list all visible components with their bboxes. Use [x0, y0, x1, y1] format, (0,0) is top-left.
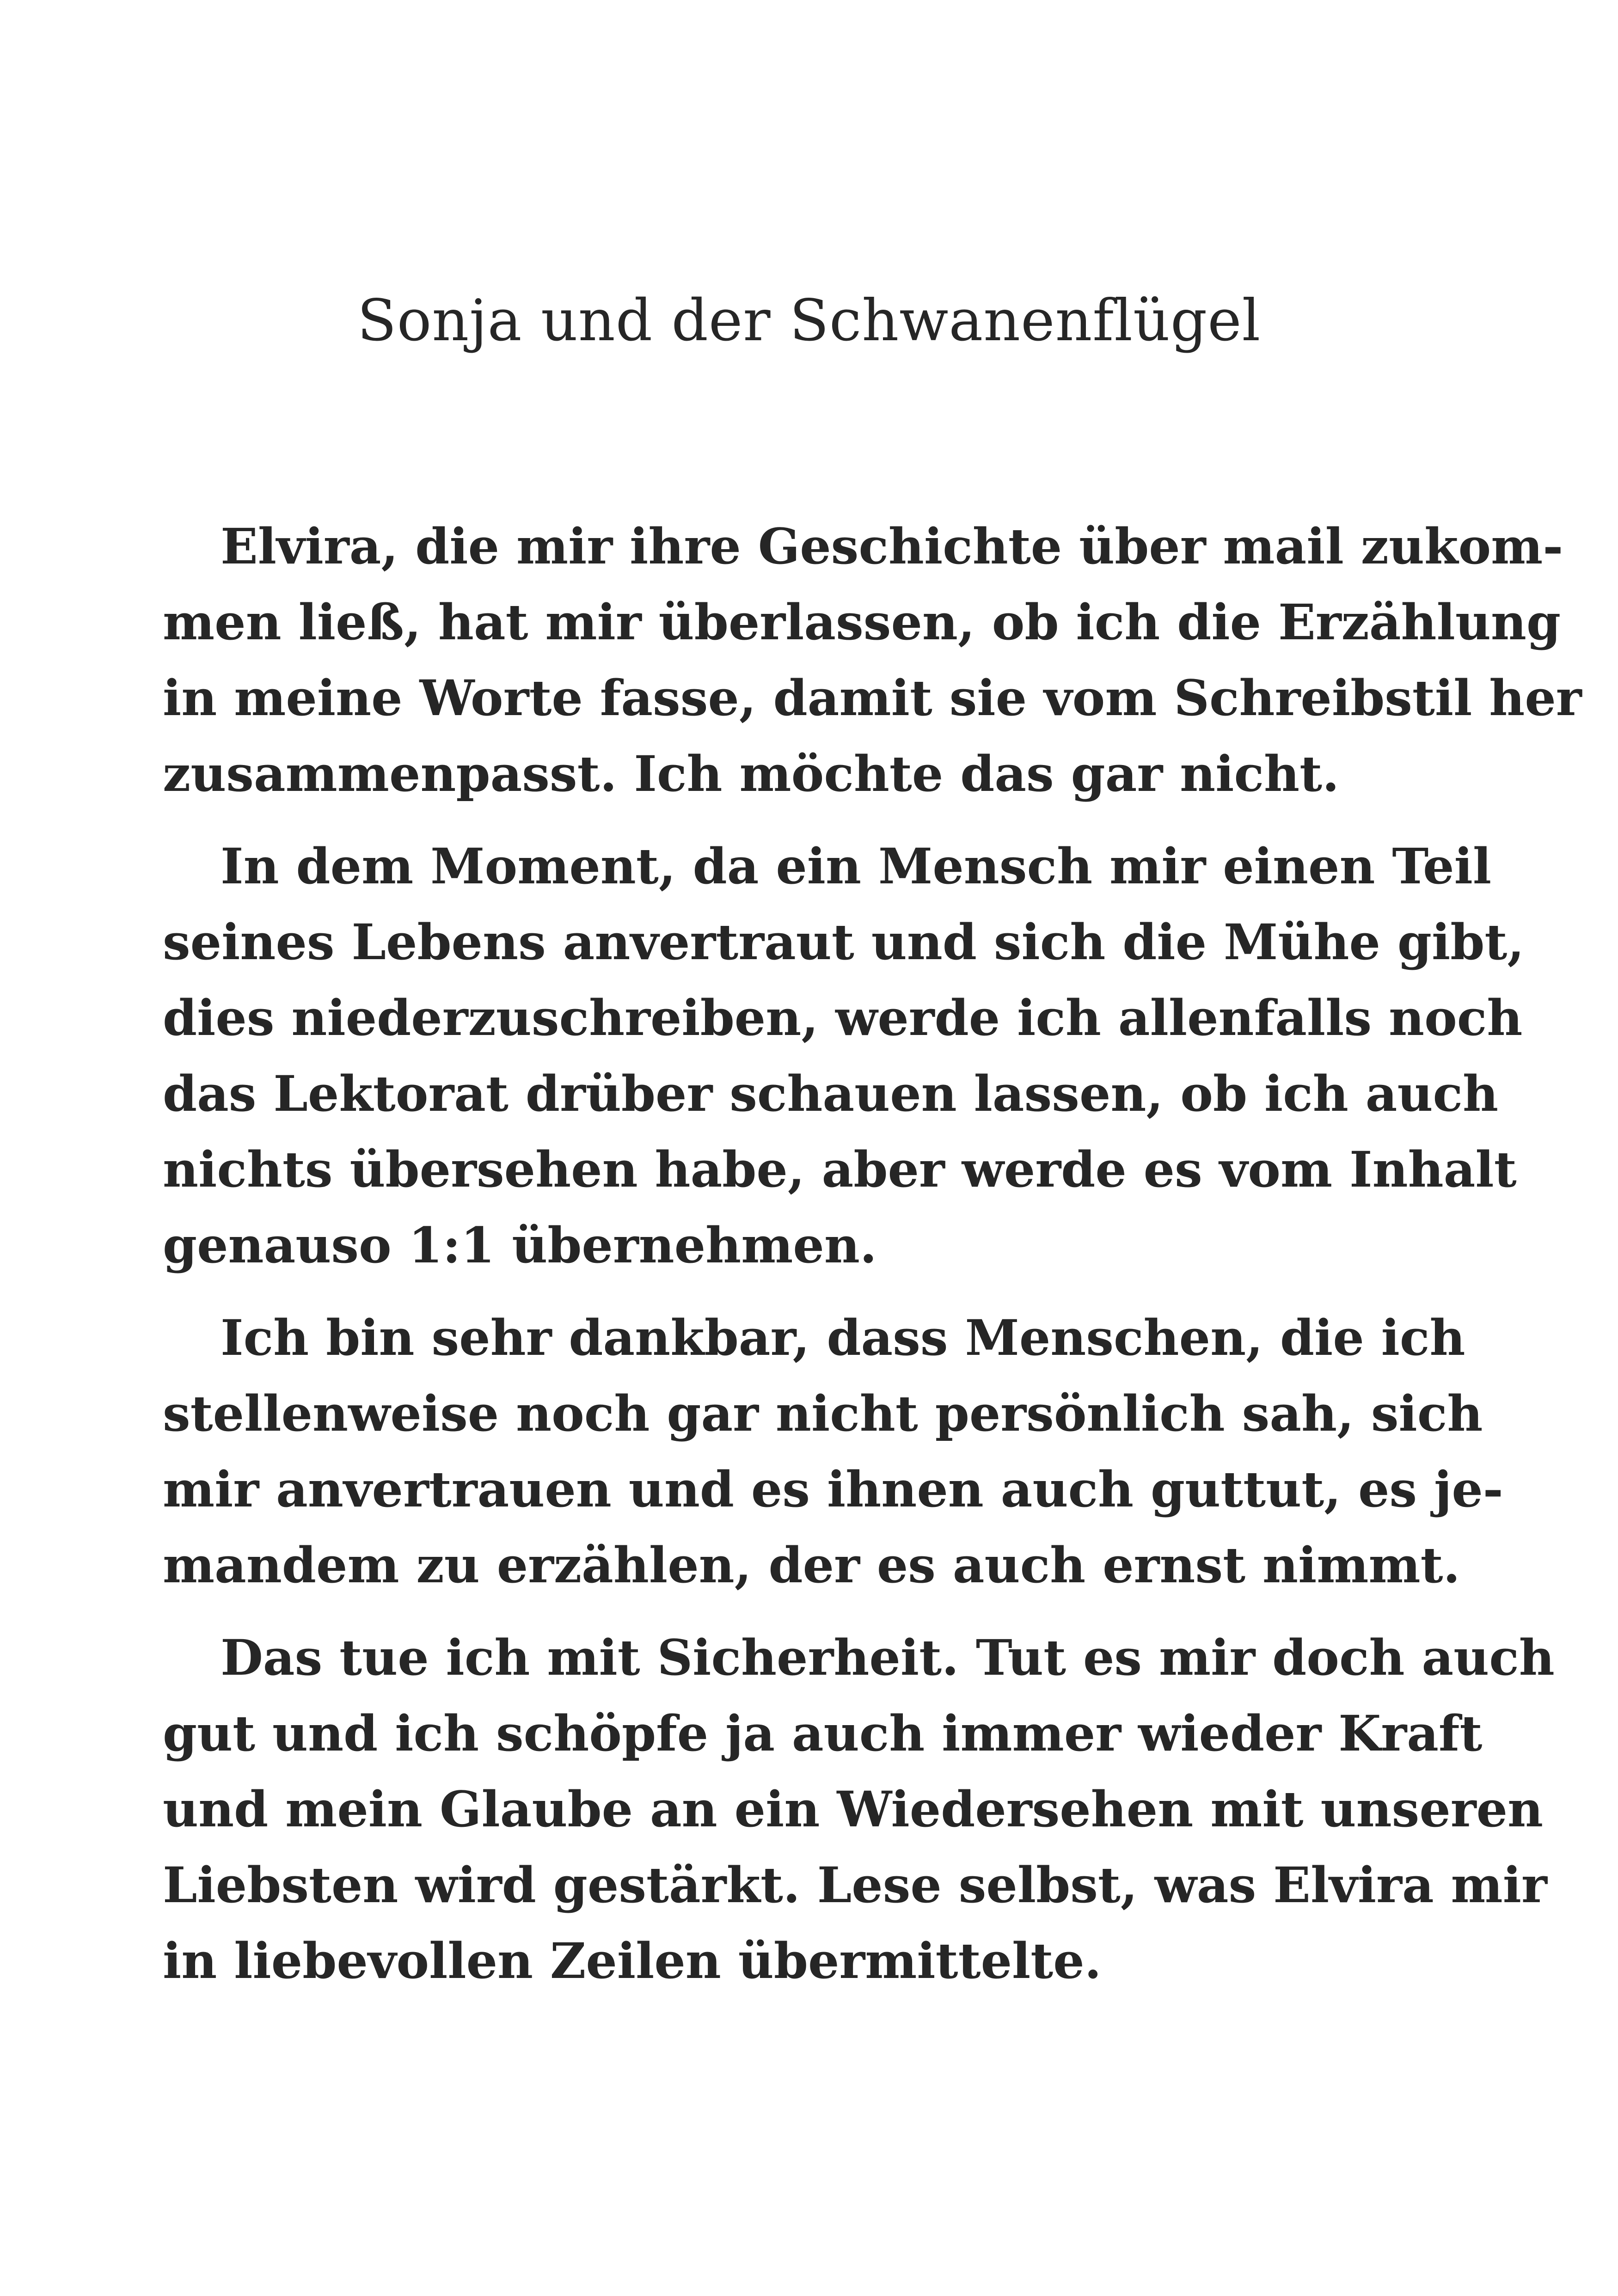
text-line: und mein Glaube an ein Wiedersehen mit unseren: [163, 1780, 1544, 1838]
page-title: Sonja und der Schwanenflügel: [357, 288, 1261, 354]
text-line: genauso 1:1 übernehmen.: [163, 1216, 877, 1274]
text-line: das Lektorat drüber schauen lassen, ob ich auch: [163, 1065, 1499, 1122]
body-text: [163, 508, 1582, 2015]
text-line: men ließ, hat mir überlassen, ob ich die Erzählung: [163, 593, 1561, 651]
paragraph-4: [163, 1620, 1555, 1999]
text-line: mandem zu erzählen, der es auch ernst nimmt.: [163, 1536, 1460, 1594]
text-line: in meine Worte fasse, damit sie vom Schreibstil her: [163, 669, 1582, 727]
text-line: gut und ich schöpfe ja auch immer wieder Kraft: [163, 1704, 1483, 1762]
text-line: zusammenpasst. Ich möchte das gar nicht.: [163, 745, 1339, 802]
text-line: Das tue ich mit Sicherheit. Tut es mir doch auch: [221, 1629, 1555, 1686]
text-line: mir anvertrauen und es ihnen auch guttut, es je-: [163, 1460, 1503, 1518]
text-line: stellenweise noch gar nicht persönlich sah, sich: [163, 1384, 1483, 1442]
text-line: dies niederzuschreiben, werde ich allenfalls noch: [163, 989, 1523, 1047]
text-line: nichts übersehen habe, aber werde es vom Inhalt: [163, 1140, 1517, 1198]
paragraph-3: [163, 1300, 1503, 1603]
paragraph-2: [163, 828, 1525, 1283]
paragraph-1: [163, 508, 1582, 812]
text-line: Elvira, die mir ihre Geschichte über mail zukom-: [221, 517, 1563, 575]
text-line: In dem Moment, da ein Mensch mir einen Teil: [221, 837, 1492, 895]
text-line: seines Lebens anvertraut und sich die Mühe gibt,: [163, 913, 1525, 971]
text-line: in liebevollen Zeilen übermittelte.: [163, 1932, 1102, 1990]
text-line: Liebsten wird gestärkt. Lese selbst, was Elvira mir: [163, 1856, 1547, 1914]
text-line: Ich bin sehr dankbar, dass Menschen, die ich: [221, 1309, 1465, 1366]
